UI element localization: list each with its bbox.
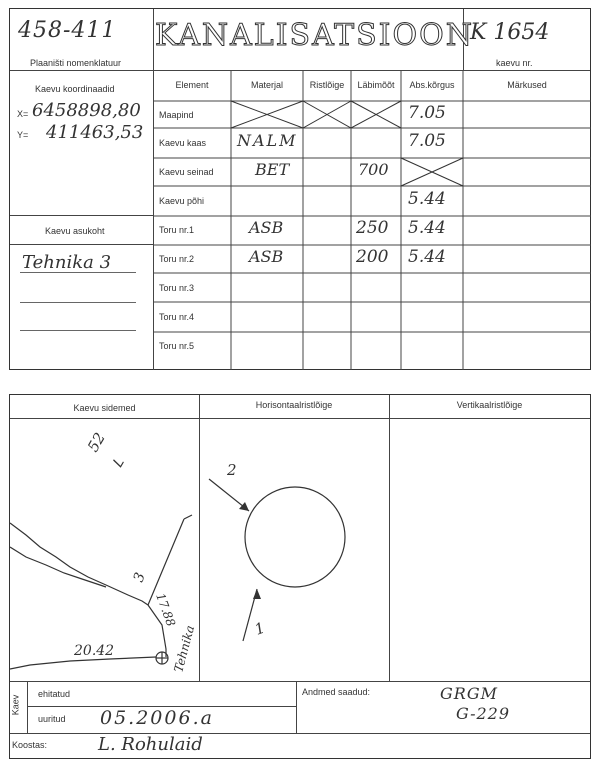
built-label: ehitatud [38, 689, 71, 699]
row-element-toru-2: Toru nr.2 [159, 254, 195, 264]
col-header-notes: Märkused [507, 80, 547, 90]
lower-col-divider-2 [389, 395, 390, 681]
diameter-kaevu-seinad: 700 [358, 160, 389, 179]
diameter-toru-2: 200 [356, 247, 389, 267]
nomenclature-label: Plaaništi nomenklatuur [30, 58, 122, 68]
footer-source-divider [296, 681, 297, 733]
footer-side-label: Kaev [10, 694, 21, 716]
footer-top-divider [10, 681, 590, 682]
row-element-toru-3: Toru nr.3 [159, 283, 195, 293]
coordinates-label: Kaevu koordinaadid [35, 84, 115, 94]
page-title: KANALISATSIOON [155, 18, 474, 53]
material-kaevu-seinad: BET [255, 160, 290, 179]
footer-kaev-divider [27, 681, 28, 733]
col-header-diameter: Läbimõõt [357, 80, 395, 90]
abs-kaevu-pohi: 5.44 [408, 189, 446, 209]
row-element-kaevu-seinad: Kaevu seinad [159, 167, 214, 177]
abs-toru-2: 5.44 [408, 247, 446, 267]
row-element-toru-4: Toru nr.4 [159, 312, 195, 322]
material-kaevu-kaas: NALM [237, 131, 298, 150]
location-label: Kaevu asukoht [45, 226, 105, 236]
abs-toru-1: 5.44 [408, 218, 446, 238]
measured-label: uuritud [38, 714, 66, 724]
well-number-value: K 1654 [470, 20, 550, 45]
col-header-element: Element [175, 80, 209, 90]
sketch-label-52: 52 [83, 429, 110, 455]
element-table [153, 70, 591, 370]
location-value: Tehnika 3 [22, 252, 112, 273]
row-element-kaevu-pohi: Kaevu põhi [159, 196, 205, 206]
author-signature: L. Rohulaid [98, 734, 203, 755]
footer-author-divider [10, 733, 590, 734]
sketch-label-tehnika: Tehnika [171, 623, 198, 674]
location-line-2 [20, 302, 136, 303]
x-prefix: X= [17, 109, 29, 119]
well-number-label: kaevu nr. [496, 58, 533, 68]
location-line-3 [20, 330, 136, 331]
row-element-toru-5: Toru nr.5 [159, 341, 195, 351]
row-element-toru-1: Toru nr.1 [159, 225, 195, 235]
abs-kaevu-kaas: 7.05 [408, 131, 446, 151]
location-line-1 [20, 272, 136, 273]
y-coordinate: 411463,53 [46, 122, 144, 143]
col-title-links: Kaevu sidemed [73, 403, 136, 413]
col-header-material: Materjal [250, 80, 283, 90]
author-label: Koostas: [12, 740, 48, 750]
sketch-label-2042: 20.42 [74, 643, 115, 659]
diameter-toru-1: 250 [356, 218, 389, 238]
y-prefix: Y= [17, 130, 29, 140]
col-header-abs-height: Abs.kõrgus [409, 80, 455, 90]
material-toru-1: ASB [249, 218, 284, 237]
sketch-label-ul: ᒪ [109, 456, 128, 471]
source-line-2: G-229 [456, 704, 511, 723]
measured-value: 05.2006.a [100, 707, 214, 729]
row-element-kaevu-kaas: Kaevu kaas [159, 138, 207, 148]
links-sketch [10, 419, 200, 681]
pipe-label-2: 2 [227, 461, 237, 479]
x-coordinate: 6458898,80 [32, 100, 141, 121]
sketch-label-1788: 17.88 [153, 591, 179, 629]
col-title-horizontal: Horisontaalristlõige [255, 400, 333, 410]
sketch-label-3: 3 [130, 570, 149, 585]
horizontal-section-sketch [199, 419, 389, 681]
material-toru-2: ASB [249, 247, 284, 266]
col-title-vertical: Vertikaalristlõige [456, 400, 523, 410]
nomenclature-value: 458-411 [18, 18, 117, 43]
row-element-maapind: Maapind [159, 110, 194, 120]
abs-maapind: 7.05 [408, 103, 446, 123]
col-header-crosssection: Ristlõige [309, 80, 345, 90]
source-label: Andmed saadud: [302, 687, 371, 697]
coords-location-divider [10, 215, 153, 216]
location-header-divider [10, 244, 153, 245]
seinad-abs-cross-mark [401, 158, 463, 186]
pipe-label-1: 1 [252, 618, 268, 639]
source-line-1: GRGM [440, 684, 498, 703]
maapind-cross-marks [231, 101, 401, 128]
